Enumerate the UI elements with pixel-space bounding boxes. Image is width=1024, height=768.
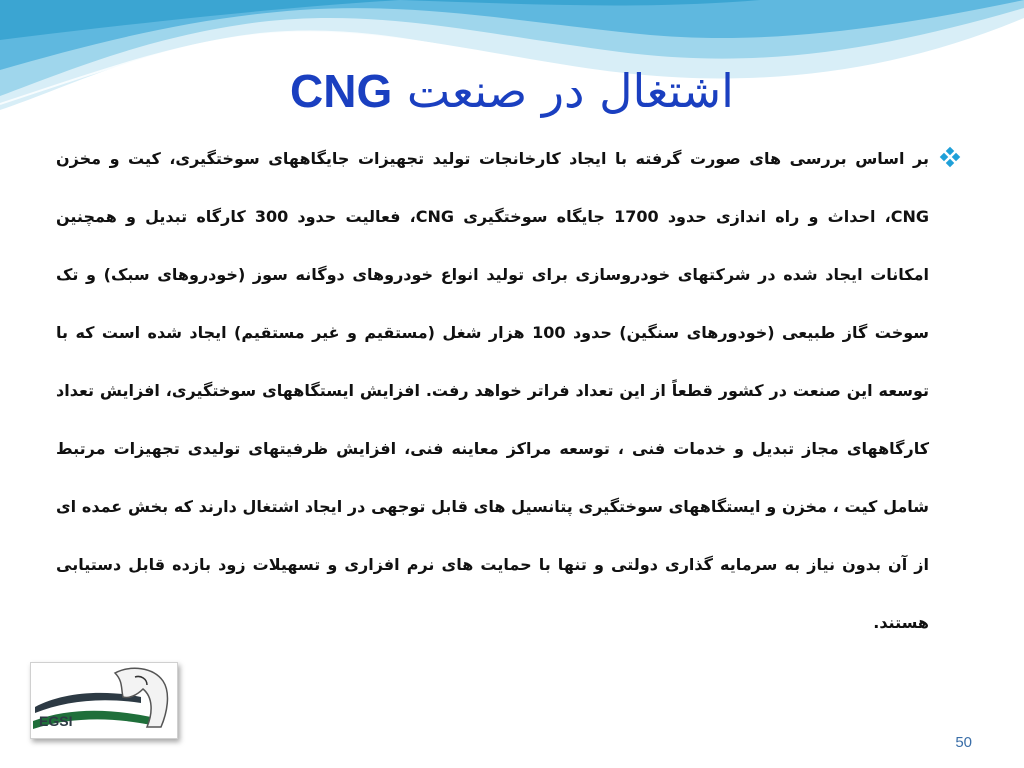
diamond-cluster-icon xyxy=(939,146,961,168)
slide-content xyxy=(56,130,961,660)
slide-title xyxy=(0,56,1024,126)
body-paragraph: بر اساس بررسی های صورت گرفته با ایجاد کارخانجات تولید تجهیزات جایگاههای سوختگیری، کیت و مخزن CNG، احداث و راه اندازی حدود 1700 جایگاه سوختگیری CNG، فعالیت حدود 300 کارگاه تبدیل و همچنین امکانات ایجاد شده در شرکتهای خودروسازی برای تولید انواع خودروهای دوگانه سوز (خودروهای سبک) و تک سوخت گاز طبیعی (خودورهای سنگین) حدود 100 هزار شغل (مستقیم و غیر مستقیم) ایجاد شده است که با توسعه این صنعت در کشور قطعاً از این تعداد فراتر خواهد رفت. افزایش ایستگاههای سوختگیری، افزایش تعداد کارگاههای مجاز تبدیل و خدمات فنی ، توسعه مراکز معاینه فنی، افزایش ظرفیتهای تولیدی تجهیزات مرتبط شامل کیت ، مخزن و ایستگاههای سوختگیری پتانسیل های قابل توجهی در ایجاد اشتغال دارند که بخش عمده ای از آن بدون نیاز به سرمایه گذاری دولتی و تنها با حمایت های نرم افزاری و تسهیلات زود بازده قابل دستیابی هستند. xyxy=(56,149,930,632)
slide-title-latin: CNG xyxy=(290,65,393,117)
page-number: 50 xyxy=(955,734,972,751)
logo-text: EGSI xyxy=(39,713,73,729)
slide-title-persian: اشتغال در صنعت xyxy=(406,64,734,118)
egsi-logo xyxy=(30,662,178,739)
